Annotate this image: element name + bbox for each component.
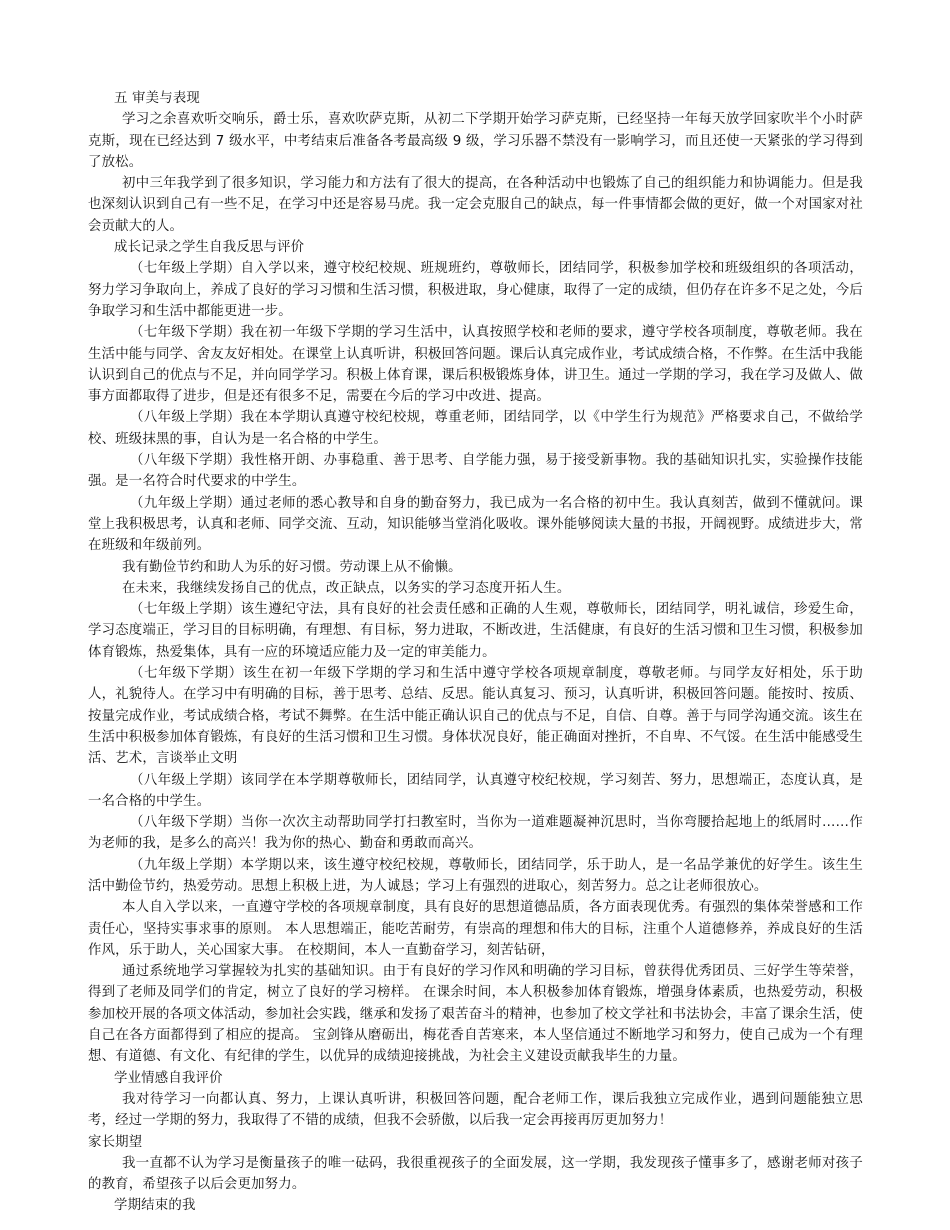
paragraph: （七年级上学期）该生遵纪守法，具有良好的社会责任感和正确的人生观，尊敬师长，团结同学，明礼诚信，珍爱生命，学习态度端正，学习目的目标明确，有理想、有目标，努力进取，不断改进，生活健康，有良好的生活习惯和卫生习惯，积极参加体育锻炼，热爱集体，具有一应的环境适应能力及一定的审美能力。 (88, 602, 863, 660)
paragraph: （八年级上学期）我在本学期认真遵守校纪校规，尊重老师，团结同学，以《中学生行为规范》严格要求自己，不做给学校、班级抹黑的事，自认为是一名合格的中学生。 (88, 410, 863, 447)
paragraph: （八年级上学期）该同学在本学期尊敬师长，团结同学，认真遵守校纪校规，学习刻苦、努力，思想端正，态度认真，是一名合格的中学生。 (88, 772, 863, 809)
paragraph: 通过系统地学习掌握较为扎实的基础知识。由于有良好的学习作风和明确的学习目标，曾获得优秀团员、三好学生等荣誉，得到了老师及同学们的肯定，树立了良好的学习榜样。 在课余时间，本人积极参加体育锻炼，增强身体素质，也热爱劳动，积极参加校开展的各项文体活动，参加社会实践，继承和发扬了艰苦奋斗的精神，也参加了校文学社和书法协会，丰富了课余生活，使自己在各方面都得到了相应的提高。 宝剑锋从磨砺出，梅花香自苦寒来，本人坚信通过不断地学习和努力，使自己成为一个有理想、有道德、有文化、有纪律的学生，以优异的成绩迎接挑战，为社会主义建设贡献我毕生的力量。 (88, 964, 863, 1065)
paragraph: （八年级下学期）我性格开朗、办事稳重、善于思考、自学能力强，易于接受新事物。我的基础知识扎实，实验操作技能强。是一名符合时代要求的中学生。 (88, 453, 863, 490)
section-heading: 学期结束的我 (114, 1198, 196, 1214)
paragraph: 初中三年我学到了很多知识，学习能力和方法有了很大的提高，在各种活动中也锻炼了自己的组织能力和协调能力。但是我也深刻认识到自己有一些不足，在学习中还是容易马虎。我一定会克服自己的缺点，每一件事情都会做的更好，做一个对国家对社会贡献大的人。 (88, 176, 863, 234)
paragraph: 在未来，我继续发扬自己的优点，改正缺点，以务实的学习态度开拓人生。 (122, 580, 571, 596)
paragraph: （七年级下学期）我在初一年级下学期的学习生活中，认真按照学校和老师的要求，遵守学校各项制度，尊敬老师。我在生活中能与同学、舍友友好相处。在课堂上认真听讲，积极回答问题。课后认真完成作业，考试成绩合格，不作弊。在生活中我能认识到自己的优点与不足，并向同学学习。积极上体育课，课后积极锻炼身体，讲卫生。通过一学期的学习，我在学习及做人、做事方面都取得了进步，但是还有很多不足，需要在今后的学习中改进、提高。 (88, 325, 863, 405)
paragraph: 学习之余喜欢听交响乐，爵士乐，喜欢吹萨克斯，从初二下学期开始学习萨克斯，已经坚持一年每天放学回家吹半个小时萨克斯，现在已经达到 7 级水平，中考结束后准备各考最高级 9 级，学习乐器不禁没有一影响学习，而且还使一天紧张的学习得到了放松。 (88, 112, 863, 170)
section-heading: 成长记录之学生自我反思与评价 (114, 240, 305, 256)
paragraph: （七年级上学期）自入学以来，遵守校纪校规、班规班约，尊敬师长，团结同学，积极参加学校和班级组织的各项活动，努力学习争取向上，养成了良好的学习习惯和生活习惯，积极进取，身心健康，取得了一定的成绩，但仍存在许多不足之处，今后争取学习和生活中都能更进一步。 (88, 261, 863, 319)
paragraph: 本人自入学以来，一直遵守学校的各项规章制度，具有良好的思想道德品质，各方面表现优秀。有强烈的集体荣誉感和工作责任心，坚持实事求事的原则。 本人思想端正，能吃苦耐劳，有崇高的理想和伟大的目标，注重个人道德修养，养成良好的生活作风，乐于助人，关心国家大事。 在校期间，本人一直勤奋学习，刻苦钻研， (88, 900, 863, 958)
document-body (88, 88, 863, 1217)
section-heading: 学业情感自我评价 (114, 1070, 223, 1086)
paragraph: （八年级下学期）当你一次次主动帮助同学打扫教室时，当你为一道难题凝神沉思时，当你弯腰拾起地上的纸屑时……作为老师的我，是多么的高兴！我为你的热心、勤奋和勇敢而高兴。 (88, 815, 863, 852)
paragraph: 我一直都不认为学习是衡量孩子的唯一砝码，我很重视孩子的全面发展，这一学期，我发现孩子懂事多了，感谢老师对孩子的教育，希望孩子以后会更加努力。 (88, 1155, 863, 1193)
paragraph: （九年级上学期）通过老师的悉心教导和自身的勤奋努力，我已成为一名合格的初中生。我认真刻苦，做到不懂就问。课堂上我积极思考，认真和老师、同学交流、互动，知识能够当堂消化吸收。课外能够阅读大量的书报，开阔视野。成绩进步大，常在班级和年级前列。 (88, 495, 863, 554)
paragraph: 我对待学习一向都认真、努力，上课认真听讲，积极回答问题，配合老师工作，课后我独立完成作业，遇到问题能独立思考，经过一学期的努力，我取得了不错的成绩，但我不会骄傲，以后我一定会再接再厉更加努力！ (88, 1091, 863, 1129)
section-heading: 家长期望 (88, 1134, 143, 1150)
paragraph: （九年级上学期）本学期以来，该生遵守校纪校规，尊敬师长，团结同学，乐于助人，是一名品学兼优的好学生。该生生活中勤俭节约，热爱劳动。思想上积极上进，为人诚恳；学习上有强烈的进取心，刻苦努力。总之让老师很放心。 (88, 857, 863, 894)
paragraph: 我有勤俭节约和助人为乐的好习惯。劳动课上从不偷懒。 (122, 559, 462, 575)
paragraph: （七年级下学期）该生在初一年级下学期的学习和生活中遵守学校各项规章制度，尊敬老师。与同学友好相处，乐于助人，礼貌待人。在学习中有明确的目标，善于思考、总结、反思。能认真复习、预习，认真听讲，积极回答问题。能按时、按质、按量完成作业，考试成绩合格，考试不舞弊。在生活中能正确认识自己的优点与不足，自信、自尊。善于与同学沟通交流。该生在生活中积极参加体育锻炼，有良好的生活习惯和卫生习惯。身体状况良好，能正确面对挫折，不自卑、不气馁。在生活中能感受生活、艺术，言谈举止文明 (88, 666, 863, 767)
section-heading: 五 审美与表现 (114, 91, 200, 106)
